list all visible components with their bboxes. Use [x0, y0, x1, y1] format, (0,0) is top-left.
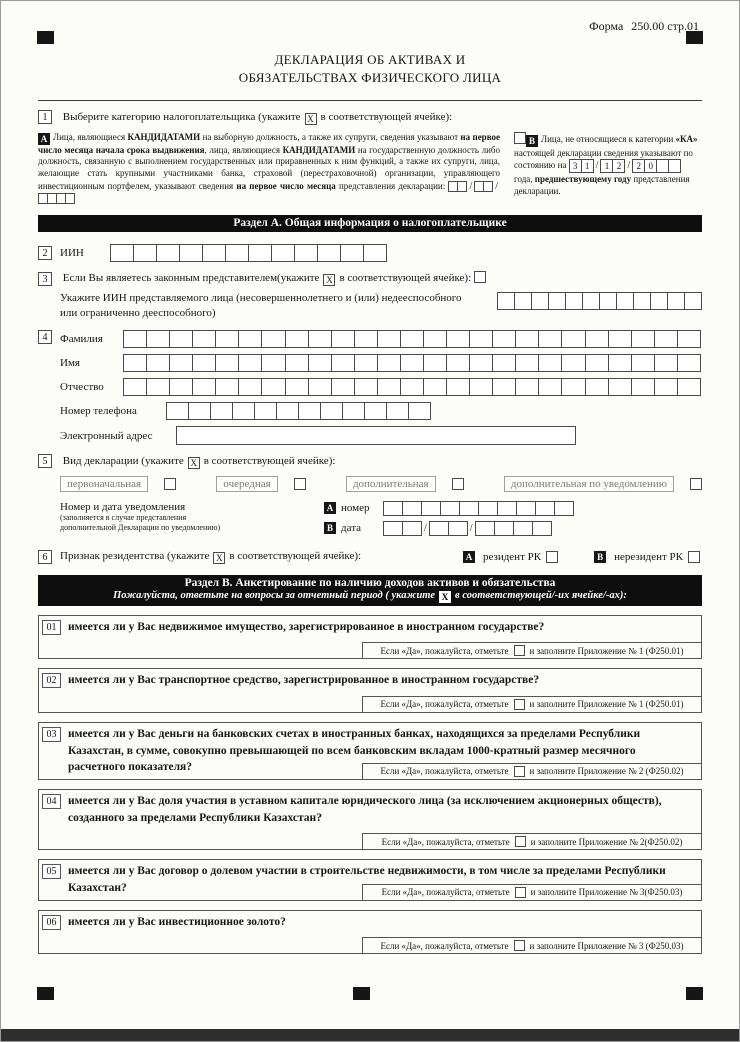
item-5-declaration-type	[38, 454, 702, 469]
nonresident-label: нерезидент РК	[614, 550, 683, 563]
question-row-04	[38, 789, 702, 850]
date-cell[interactable]: 3	[569, 159, 582, 173]
input-cell[interactable]	[331, 330, 355, 348]
category-a-letter: А	[38, 133, 50, 145]
input-cell[interactable]	[179, 244, 203, 262]
question-number: 02	[42, 673, 61, 688]
resident-label: резидент РК	[482, 550, 542, 563]
input-cell[interactable]	[298, 402, 321, 420]
input-cell[interactable]	[123, 378, 147, 396]
question-text: имеется ли у Вас доля участия в уставном капитале юридического лица (за исключением акционерных обществ), созданного за пределами Республики Казахстан?	[68, 794, 662, 824]
date-separator: /	[469, 180, 473, 192]
iin-label: ИИН	[60, 247, 84, 260]
email-row	[60, 426, 702, 445]
input-cell[interactable]	[515, 330, 539, 348]
input-cell[interactable]	[215, 378, 239, 396]
item-6-residency	[38, 550, 702, 564]
input-cell[interactable]	[684, 292, 702, 310]
input-cell[interactable]	[354, 354, 378, 372]
item-5-label: Вид декларации (укажите X в соответствующей ячейке):	[62, 454, 336, 468]
option-additional-checkbox[interactable]	[452, 478, 464, 490]
option-additional-by-notice-label: дополнительная по уведомлению	[504, 476, 674, 492]
report-date-month-cells	[600, 159, 625, 173]
email-field[interactable]	[176, 426, 576, 445]
input-cell[interactable]	[400, 330, 424, 348]
input-cell[interactable]	[261, 378, 285, 396]
x-mark-example-box: X	[439, 591, 451, 603]
nonresident-group	[592, 551, 700, 563]
category-b-letter: В	[526, 135, 538, 147]
input-cell[interactable]	[285, 330, 309, 348]
item-4-personal-info	[38, 330, 702, 445]
input-cell[interactable]	[631, 378, 655, 396]
representative-iin-row	[38, 291, 702, 321]
input-cell[interactable]	[548, 292, 566, 310]
input-cell[interactable]	[423, 354, 447, 372]
input-cell[interactable]	[631, 330, 655, 348]
start-date-month-cells	[474, 181, 493, 192]
notification-note: дополнительной Декларации по уведомлению)	[60, 522, 221, 532]
start-date-day-cells	[448, 181, 467, 192]
question-number: 01	[42, 620, 61, 635]
input-cell[interactable]	[225, 244, 249, 262]
input-cell[interactable]	[354, 378, 378, 396]
yes-checkbox[interactable]	[515, 887, 526, 898]
input-cell[interactable]	[459, 501, 479, 516]
input-cell[interactable]	[516, 501, 536, 516]
category-a-block: А Лица, являющиеся КАНДИДАТАМИ на выборную должность, а также их супруги, сведения указывают на первое число месяца начала срока выдвижения, лица, являющиеся КАНДИДАТАМИ на государственную должность либо должность, связанную с выполнением государственных или приравненных к ним функций, а также их супруги, лица, желающие стать крупными участниками банка, страховой (перестраховочной) организации, управляющего инвестиционным портфелем, указывают сведения на первое число месяца представления декларации: / /	[38, 132, 500, 205]
option-regular-label: очередная	[216, 476, 277, 492]
question-number: 06	[42, 915, 61, 930]
input-cell[interactable]	[363, 244, 387, 262]
input-cell[interactable]	[402, 521, 422, 536]
input-cell[interactable]	[599, 292, 617, 310]
input-cell[interactable]	[232, 402, 255, 420]
input-cell[interactable]	[156, 244, 180, 262]
representative-iin-cells	[497, 292, 702, 310]
input-cell[interactable]	[475, 521, 495, 536]
input-cell[interactable]	[408, 402, 431, 420]
input-cell[interactable]	[354, 330, 378, 348]
item-6-number: 6	[38, 550, 52, 564]
registration-mark	[37, 987, 54, 1000]
option-additional-by-notice-checkbox[interactable]	[690, 478, 702, 490]
input-cell[interactable]	[192, 330, 216, 348]
question-row-05	[38, 859, 702, 900]
input-cell[interactable]	[483, 181, 493, 192]
input-cell[interactable]	[492, 330, 516, 348]
registration-mark	[686, 987, 703, 1000]
input-cell[interactable]	[423, 330, 447, 348]
question-text: имеется ли у Вас недвижимое имущество, зарегистрированное в иностранном государстве?	[68, 620, 545, 633]
input-cell[interactable]	[238, 378, 262, 396]
item-2-number: 2	[38, 246, 52, 260]
date-cell[interactable]: 0	[644, 159, 657, 173]
input-cell[interactable]	[308, 354, 332, 372]
notification-date-day-cells	[383, 521, 422, 536]
input-cell[interactable]	[377, 330, 401, 348]
question-text: имеется ли у Вас транспортное средство, зарегистрированное в иностранном государстве?	[68, 674, 540, 687]
resident-checkbox[interactable]	[546, 551, 558, 563]
input-cell[interactable]	[377, 354, 401, 372]
phone-cells	[166, 402, 431, 420]
input-cell[interactable]	[585, 378, 609, 396]
date-label: дата	[341, 522, 362, 535]
representative-checkbox[interactable]	[474, 271, 486, 283]
input-cell[interactable]	[342, 402, 365, 420]
input-cell[interactable]	[383, 521, 403, 536]
input-cell[interactable]	[400, 354, 424, 372]
input-cell[interactable]	[110, 244, 134, 262]
section-b-title: Раздел В. Анкетирование по наличию доходов активов и обязательства	[184, 576, 556, 589]
yes-checkbox[interactable]	[514, 766, 525, 777]
start-date-year-cells	[38, 193, 75, 204]
letter-a-badge: А	[463, 551, 475, 563]
firstname-cells	[123, 354, 701, 372]
option-additional-by-notice	[504, 476, 702, 492]
input-cell[interactable]	[400, 378, 424, 396]
option-regular-checkbox[interactable]	[294, 478, 306, 490]
input-cell[interactable]	[188, 402, 211, 420]
input-cell[interactable]	[248, 244, 272, 262]
divider	[38, 100, 702, 101]
date-separator: /	[495, 180, 498, 192]
input-cell[interactable]	[585, 330, 609, 348]
input-cell[interactable]	[317, 244, 341, 262]
page-title: ДЕКЛАРАЦИЯ ОБ АКТИВАХ И ОБЯЗАТЕЛЬСТВАХ ФИЗИЧЕСКОГО ЛИЦА	[238, 52, 502, 85]
category-b-checkbox[interactable]	[514, 132, 526, 144]
surname-row	[60, 330, 702, 348]
question-note: Если «Да», пожалуйста, отметьте и заполните Приложение № 2(Ф250.02)	[362, 833, 702, 850]
option-initial-label: первоначальная	[60, 476, 148, 492]
input-cell[interactable]	[331, 378, 355, 396]
surname-label: Фамилия	[60, 333, 103, 346]
input-cell[interactable]	[364, 402, 387, 420]
question-note: Если «Да», пожалуйста, отметьте и заполните Приложение № 3 (Ф250.03)	[362, 937, 702, 954]
input-cell[interactable]	[515, 378, 539, 396]
question-number: 05	[42, 864, 61, 879]
item-1-category	[38, 110, 702, 125]
letter-b-badge: В	[594, 551, 606, 563]
input-cell[interactable]	[166, 402, 189, 420]
input-cell[interactable]	[631, 354, 655, 372]
input-cell[interactable]	[478, 501, 498, 516]
input-cell[interactable]	[608, 354, 632, 372]
input-cell[interactable]	[582, 292, 600, 310]
date-cell[interactable]: 2	[612, 159, 625, 173]
input-cell[interactable]	[561, 378, 585, 396]
page-bottom-strip	[1, 1029, 739, 1041]
letter-b-badge: В	[324, 522, 336, 534]
input-cell[interactable]	[146, 378, 170, 396]
input-cell[interactable]	[654, 354, 678, 372]
input-cell[interactable]	[585, 354, 609, 372]
item-1-number: 1	[38, 110, 52, 124]
notification-number-date-row	[38, 501, 702, 541]
option-additional	[346, 476, 464, 492]
form-number: Форма 250.00 стр.01	[589, 19, 699, 33]
input-cell[interactable]	[331, 354, 355, 372]
input-cell[interactable]	[238, 354, 262, 372]
question-row-01	[38, 615, 702, 660]
input-cell[interactable]	[169, 354, 193, 372]
declaration-type-options	[38, 476, 702, 492]
input-cell[interactable]	[285, 378, 309, 396]
input-cell[interactable]	[421, 501, 441, 516]
input-cell[interactable]	[538, 330, 562, 348]
input-cell[interactable]	[429, 521, 449, 536]
input-cell[interactable]	[446, 354, 470, 372]
date-separator: /	[627, 159, 631, 171]
input-cell[interactable]	[677, 330, 701, 348]
input-cell[interactable]	[667, 292, 685, 310]
question-number: 03	[42, 727, 61, 742]
report-date-year-cells	[632, 159, 681, 173]
input-cell[interactable]	[677, 378, 701, 396]
date-cell[interactable]	[668, 159, 681, 173]
yes-checkbox[interactable]	[514, 940, 525, 951]
input-cell[interactable]	[497, 292, 515, 310]
phone-label: Номер телефона	[60, 405, 137, 418]
input-cell[interactable]	[271, 244, 295, 262]
input-cell[interactable]	[497, 501, 517, 516]
notification-number-cells	[383, 501, 574, 516]
date-separator: /	[424, 522, 427, 534]
input-cell[interactable]	[423, 378, 447, 396]
input-cell[interactable]	[254, 402, 277, 420]
input-cell[interactable]	[146, 330, 170, 348]
input-cell[interactable]	[654, 378, 678, 396]
input-cell[interactable]	[457, 181, 467, 192]
input-cell[interactable]	[308, 330, 332, 348]
patronymic-cells	[123, 378, 701, 396]
input-cell[interactable]	[202, 244, 226, 262]
notification-date-month-cells	[429, 521, 468, 536]
input-cell[interactable]	[492, 378, 516, 396]
x-mark-example-box: X	[305, 113, 317, 125]
x-mark-example-box: X	[213, 552, 225, 564]
input-cell[interactable]	[654, 330, 678, 348]
input-cell[interactable]	[633, 292, 651, 310]
input-cell[interactable]	[215, 354, 239, 372]
yes-checkbox[interactable]	[514, 699, 525, 710]
input-cell[interactable]	[238, 330, 262, 348]
input-cell[interactable]	[169, 378, 193, 396]
input-cell[interactable]	[538, 378, 562, 396]
item-6-label: Признак резидентства (укажите X в соответствующей ячейке):	[60, 549, 362, 563]
letter-a-badge: А	[324, 502, 336, 514]
question-text: имеется ли у Вас договор о долевом участии в строительстве недвижимости, в том числе за пределами Республики Казахстан?	[68, 865, 666, 894]
input-cell[interactable]	[554, 501, 574, 516]
input-cell[interactable]	[210, 402, 233, 420]
input-cell[interactable]	[538, 354, 562, 372]
input-cell[interactable]	[192, 354, 216, 372]
date-cell[interactable]: 2	[632, 159, 645, 173]
input-cell[interactable]	[513, 521, 533, 536]
notification-date-line	[322, 521, 702, 536]
input-cell[interactable]	[492, 354, 516, 372]
question-row-06	[38, 910, 702, 955]
input-cell[interactable]	[261, 354, 285, 372]
input-cell[interactable]	[446, 330, 470, 348]
section-b-subtitle: Пожалуйста, ответьте на вопросы за отчетный период ( укажите X в соответствующей/-их ячейке/-ах):	[113, 589, 627, 602]
input-cell[interactable]	[514, 292, 532, 310]
question-text: имеется ли у Вас инвестиционное золото?	[68, 915, 286, 928]
item-3-representative	[38, 271, 702, 286]
question-note: Если «Да», пожалуйста, отметьте и заполните Приложение № 1 (Ф250.01)	[362, 642, 702, 659]
option-additional-label: дополнительная	[346, 476, 436, 492]
option-regular	[216, 476, 305, 492]
yes-checkbox[interactable]	[514, 645, 525, 656]
question-row-03	[38, 722, 702, 780]
yes-checkbox[interactable]	[515, 836, 526, 847]
item-2-iin	[38, 244, 702, 262]
input-cell[interactable]	[133, 244, 157, 262]
item-3-label: Если Вы являетесь законным представителем(укажите X в соответствующей ячейке):	[62, 272, 472, 286]
input-cell[interactable]	[402, 501, 422, 516]
report-date-day-cells	[569, 159, 594, 173]
input-cell[interactable]	[608, 330, 632, 348]
nonresident-checkbox[interactable]	[688, 551, 700, 563]
date-cell[interactable]: 1	[581, 159, 594, 173]
input-cell[interactable]	[192, 378, 216, 396]
date-cell[interactable]: 1	[600, 159, 613, 173]
x-mark-example-box: X	[188, 457, 200, 469]
representative-iin-label: Укажите ИИН представляемого лица (несовершеннолетнего и (или) недееспособного или ограниченно дееспособного)	[60, 292, 462, 320]
notification-date-year-cells	[475, 521, 552, 536]
option-initial-checkbox[interactable]	[164, 478, 176, 490]
date-separator: /	[469, 522, 473, 534]
section-a-header: Раздел А. Общая информация о налогоплательщике	[38, 215, 702, 232]
input-cell[interactable]	[515, 354, 539, 372]
input-cell[interactable]	[469, 330, 493, 348]
input-cell[interactable]	[276, 402, 299, 420]
input-cell[interactable]	[608, 378, 632, 396]
input-cell[interactable]	[146, 354, 170, 372]
input-cell[interactable]	[383, 501, 403, 516]
input-cell[interactable]	[320, 402, 343, 420]
input-cell[interactable]	[215, 330, 239, 348]
input-cell[interactable]	[294, 244, 318, 262]
input-cell[interactable]	[169, 330, 193, 348]
registration-mark	[37, 31, 54, 44]
input-cell[interactable]	[535, 501, 555, 516]
input-cell[interactable]	[469, 378, 493, 396]
notification-number-line	[322, 501, 702, 516]
input-cell[interactable]	[386, 402, 409, 420]
input-cell[interactable]	[261, 330, 285, 348]
patronymic-row	[60, 378, 702, 396]
taxpayer-category-row	[38, 132, 702, 205]
input-cell[interactable]	[531, 292, 549, 310]
question-row-02	[38, 668, 702, 713]
number-label: номер	[341, 502, 370, 515]
input-cell[interactable]	[650, 292, 668, 310]
input-cell[interactable]	[285, 354, 309, 372]
input-cell[interactable]	[561, 354, 585, 372]
notification-note: (заполняется в случае представления	[60, 512, 187, 522]
input-cell[interactable]	[446, 378, 470, 396]
item-5-number: 5	[38, 454, 52, 468]
resident-group	[461, 551, 558, 563]
input-cell[interactable]	[123, 330, 147, 348]
date-separator: /	[595, 159, 599, 171]
input-cell[interactable]	[469, 354, 493, 372]
registration-mark	[353, 987, 370, 1000]
input-cell[interactable]	[677, 354, 701, 372]
question-note: Если «Да», пожалуйста, отметьте и заполните Приложение № 2 (Ф250.02)	[362, 763, 702, 780]
input-cell[interactable]	[123, 354, 147, 372]
input-cell[interactable]	[65, 193, 75, 204]
x-mark-example-box: X	[323, 274, 335, 286]
category-b-block: В Лица, не относящиеся к категории «КА» настоящей декларации сведения указывают по состоянию на 3 1 / 1 2 / 2 0 года, предшествующему году представления декларации.	[514, 133, 698, 196]
input-cell[interactable]	[532, 521, 552, 536]
input-cell[interactable]	[440, 501, 460, 516]
question-note: Если «Да», пожалуйста, отметьте и заполните Приложение № 1 (Ф250.01)	[362, 696, 702, 713]
item-3-number: 3	[38, 272, 52, 286]
input-cell[interactable]	[448, 521, 468, 536]
email-label: Электронный адрес	[60, 429, 153, 442]
question-number: 04	[42, 794, 61, 809]
iin-cells	[110, 244, 387, 262]
input-cell[interactable]	[340, 244, 364, 262]
input-cell[interactable]	[377, 378, 401, 396]
patronymic-label: Отчество	[60, 381, 104, 394]
phone-row	[60, 402, 702, 420]
question-note: Если «Да», пожалуйста, отметьте и заполните Приложение № 3(Ф250.03)	[362, 884, 702, 901]
firstname-label: Имя	[60, 357, 80, 370]
question-text: имеется ли у Вас деньги на банковских счетах в иностранных банках, находящихся за пределами Республики Казахстан, в сумме, совокупно превышающей по всем банковским вкладам 1000-кратный размер месячного расчетного показателя?	[68, 727, 641, 774]
surname-cells	[123, 330, 701, 348]
notification-label: Номер и дата уведомления	[60, 500, 186, 513]
section-b-header	[38, 575, 702, 606]
firstname-row	[60, 354, 702, 372]
input-cell[interactable]	[565, 292, 583, 310]
item-4-number: 4	[38, 330, 52, 344]
input-cell[interactable]	[308, 378, 332, 396]
input-cell[interactable]	[561, 330, 585, 348]
item-1-label: Выберите категорию налогоплательщика (укажите X в соответствующей ячейке):	[62, 110, 453, 124]
input-cell[interactable]	[494, 521, 514, 536]
option-initial	[60, 476, 176, 492]
input-cell[interactable]	[616, 292, 634, 310]
